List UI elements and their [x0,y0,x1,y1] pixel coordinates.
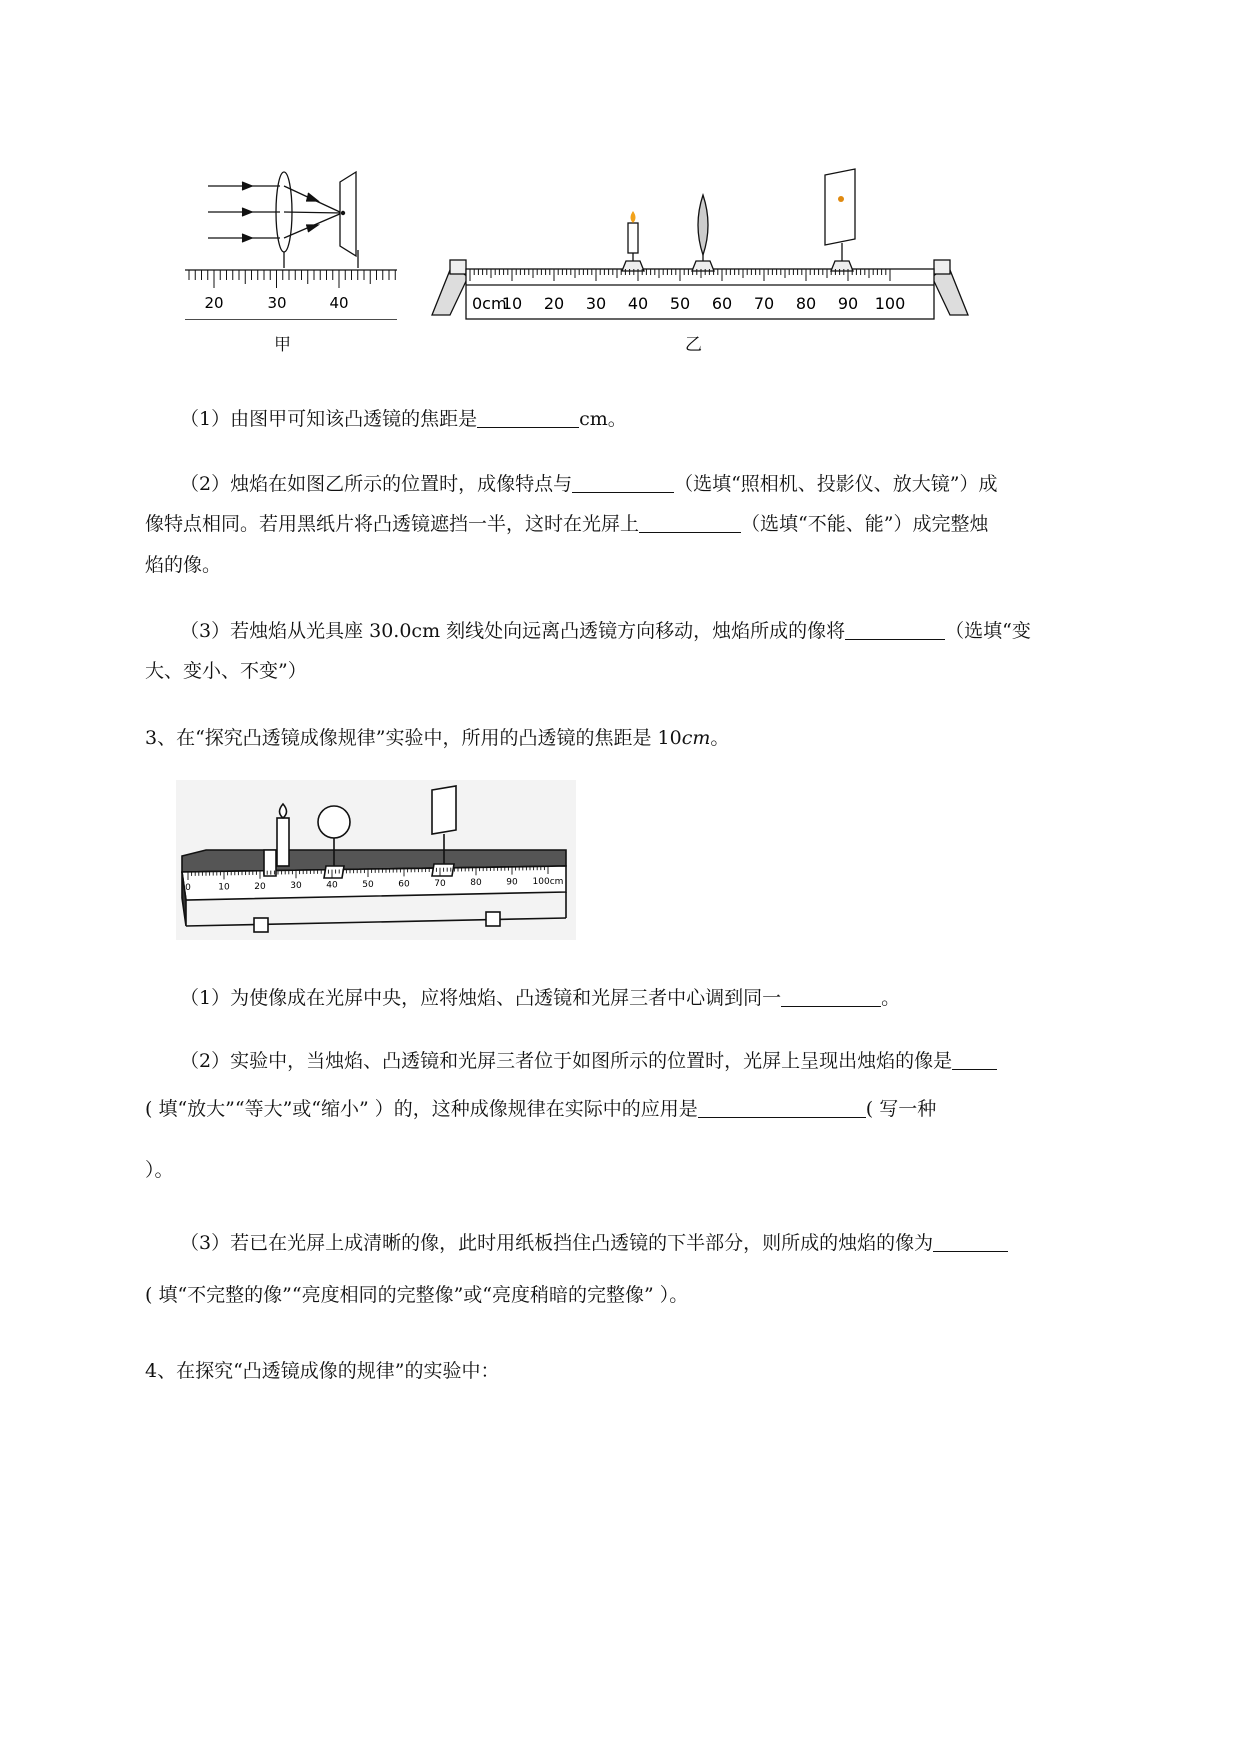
tick-label: 60 [398,879,410,890]
q3-1-text: （1）为使像成在光屏中央，应将烛焰、凸透镜和光屏三者中心调到同一 [180,987,782,1009]
tick-label: 80 [470,878,482,889]
answer-blank[interactable] [781,986,881,1007]
q2-3-options: （选填“变 [945,620,1031,642]
q4-title: 4、在探究“凸透镜成像的规律”的实验中： [145,1360,500,1382]
answer-blank[interactable] [572,472,674,493]
q2-1 [180,406,627,432]
q2-2-line2 [145,511,988,537]
q3-3-line1 [180,1230,1008,1256]
figure-yi-optical-bench [430,165,970,325]
q2-2-text: （2）烛焰在如图乙所示的位置时，成像特点与 [180,473,573,495]
tick-label: 10 [218,882,230,893]
q3-2-text: ( 填“放大”“等大”或“缩小” ）的，这种成像规律在实际中的应用是 [145,1098,698,1120]
tick-label: 40 [329,294,349,312]
tick-label: 90 [506,877,518,888]
figure-jia-focal-length [180,170,410,320]
q3-title [145,725,729,751]
tick-label: 50 [362,880,374,890]
tick-label: 100 [874,294,906,313]
tick-label: 0cm [472,294,507,313]
answer-blank[interactable] [698,1097,866,1118]
q3-1-end: 。 [881,987,901,1009]
q2-2-options: （选填“不能、能”）成完整烛 [741,513,989,535]
tick-label: 0 [185,883,191,893]
q2-2-line1 [180,471,998,497]
figure-q3-optical-bench [176,780,576,940]
q2-2-line3: 焰的像。 [145,554,222,576]
q3-3-line2: ( 填“不完整的像”“亮度相同的完整像”或“亮度稍暗的完整像” ）。 [145,1284,689,1306]
tick-label: 40 [627,294,649,313]
tick-label: 20 [204,294,224,312]
tick-label: 50 [669,294,691,313]
tick-label: 30 [290,881,302,892]
q3-2-hint: ( 写一种 [865,1098,937,1120]
tick-label: 70 [753,294,775,313]
q3-1 [180,985,900,1011]
answer-blank[interactable] [639,512,741,533]
q3-2-line2 [145,1096,936,1122]
answer-blank[interactable] [933,1231,1008,1252]
q3-2-line1 [180,1048,997,1074]
tick-label: 20 [543,294,565,313]
q2-3-text: （3）若烛焰从光具座 30.0cm 刻线处向远离凸透镜方向移动，烛焰所成的像将 [180,620,846,642]
tick-label: 40 [326,880,338,891]
tick-label: 60 [711,294,733,313]
tick-label: 30 [585,294,607,313]
q3-unit: cm [681,727,711,749]
q2-1-unit: cm。 [579,408,627,430]
q2-3-line2: 大、变小、不变”） [145,660,307,682]
tick-label: 80 [795,294,817,313]
q3-3-text: （3）若已在光屏上成清晰的像，此时用纸板挡住凸透镜的下半部分，则所成的烛焰的像为 [180,1232,934,1254]
q3-2-line3: ）。 [145,1159,174,1181]
answer-blank[interactable] [952,1049,997,1070]
tick-label: 100cm [532,877,564,887]
answer-blank[interactable] [845,619,945,640]
q3-end: 。 [710,727,730,749]
q2-1-text: （1）由图甲可知该凸透镜的焦距是 [180,408,478,430]
tick-label: 70 [434,878,446,889]
tick-label: 30 [267,294,287,312]
q2-2-text: 像特点相同。若用黑纸片将凸透镜遮挡一半，这时在光屏上 [145,513,640,535]
tick-label: 20 [254,881,266,892]
q3-2-text: （2）实验中，当烛焰、凸透镜和光屏三者位于如图所示的位置时，光屏上呈现出烛焰的像是 [180,1050,953,1072]
q2-2-options: （选填“照相机、投影仪、放大镜”）成 [674,473,998,495]
answer-blank[interactable] [477,407,579,428]
tick-label: 10 [501,294,523,313]
q3-title-text: 3、在“探究凸透镜成像规律”实验中，所用的凸透镜的焦距是 10 [145,727,682,749]
figure-yi-caption: 乙 [685,335,702,355]
q2-3-line1 [180,618,1031,644]
figure-jia-caption: 甲 [274,335,291,355]
tick-label: 90 [837,294,859,313]
